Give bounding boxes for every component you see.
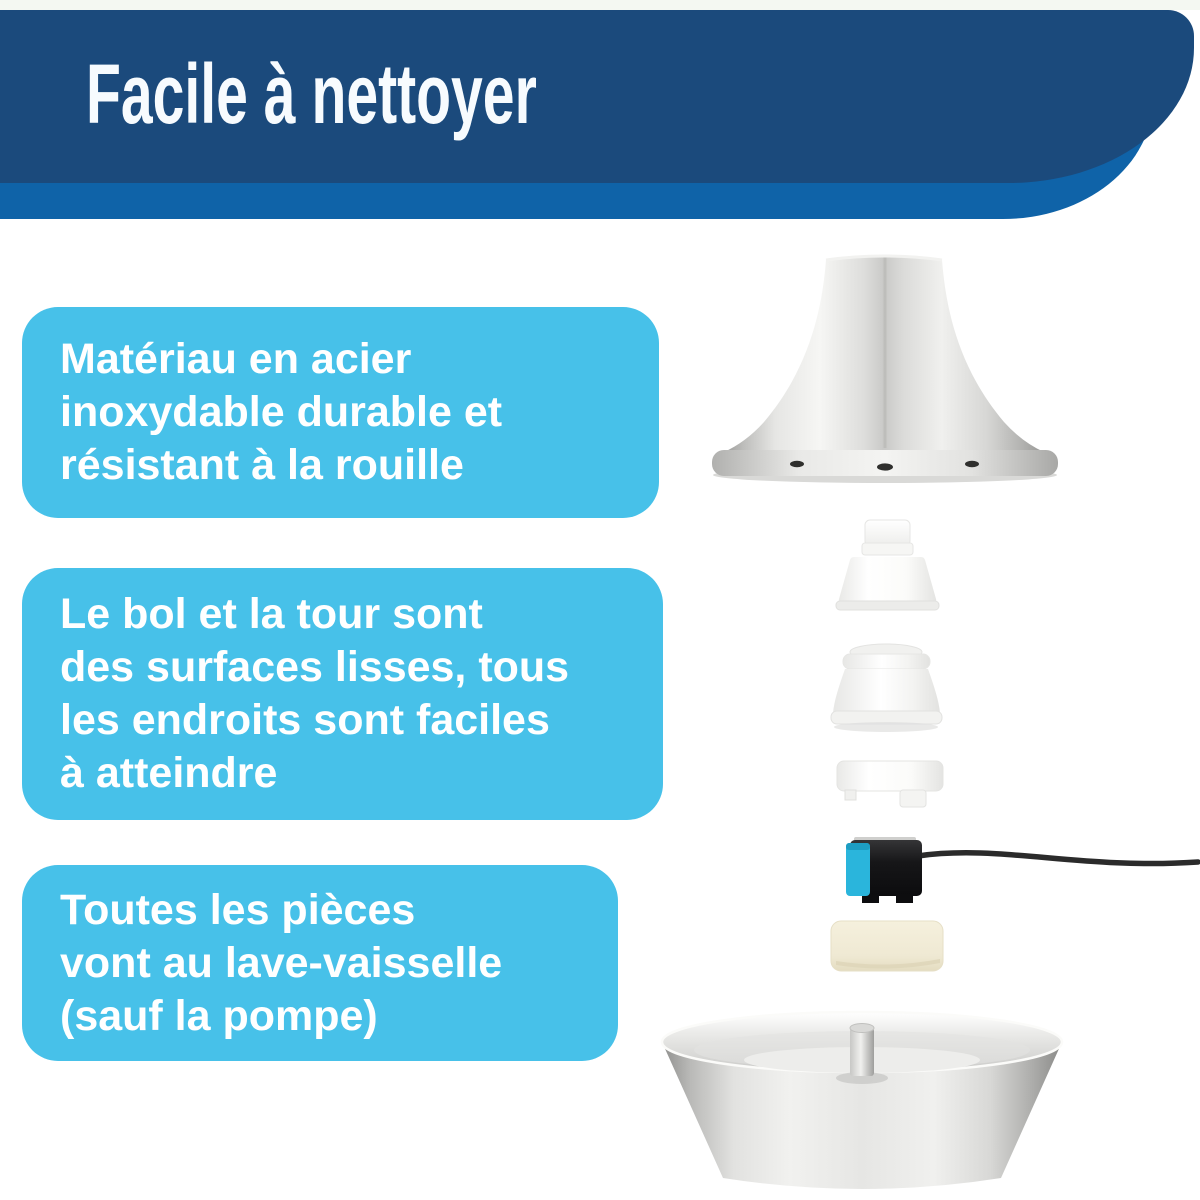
feature-line: Toutes les pièces [60,885,416,934]
tower-hole [877,463,893,470]
tray-tab [900,790,926,807]
cap-rim [836,601,939,610]
cup-body [833,669,940,713]
dome-cup-image [823,641,950,734]
tower-hole [965,461,979,467]
top-strip [0,0,1200,10]
power-cord [918,853,1198,864]
feature-line: à atteindre [60,749,278,797]
cap-body [839,557,936,603]
cap-collar [862,543,913,555]
tower-base [712,450,1058,476]
center-post-top [850,1024,874,1033]
tower-hole [790,461,804,467]
pump-image [840,832,1200,910]
feature-line: Matériau en acier [60,335,412,383]
feature-line: (sauf la pompe) [60,991,378,1040]
tray-image [828,755,952,811]
feature-line: Le bol et la tour sont [60,590,483,638]
center-post [850,1028,874,1076]
pump-foot [896,894,913,903]
feature-line: vont au lave-vaisselle [60,938,503,987]
feature-line: des surfaces lisses, tous [60,643,570,691]
cap-knob [865,520,910,546]
feature-line: inoxydable durable et [60,388,503,436]
pump-intake-face [846,843,870,896]
feature-smooth-surfaces [22,568,663,820]
feature-line: les endroits sont faciles [60,696,550,744]
pump-intake-edge [846,843,870,850]
stainless-tower-image [700,248,1070,493]
stainless-bowl-image [645,998,1080,1198]
cap-image [825,517,950,613]
feature-line: résistant à la rouille [60,441,464,489]
cup-flange [843,654,930,669]
tray-body [837,761,943,791]
page-title: Facile à nettoyer [86,47,537,141]
cup-shadow [834,722,938,732]
feature-dishwasher-safe [22,865,618,1061]
tray-foot [845,790,856,800]
foam-filter-image [828,917,948,976]
feature-steel-material [22,307,659,518]
